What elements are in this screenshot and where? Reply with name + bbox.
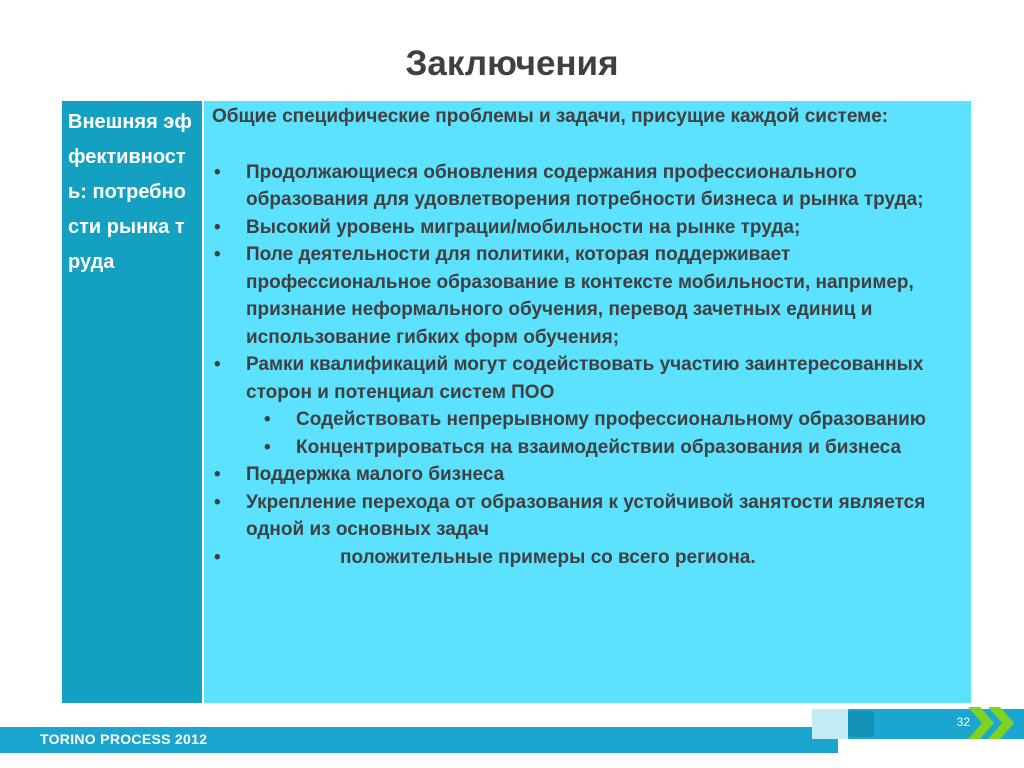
list-item: • Высокий уровень миграции/мобильности на рынке труда; [212, 214, 951, 242]
footer-label: TORINO PROCESS 2012 [40, 731, 208, 747]
list-item-text: Рамки квалификаций могут содействовать участию заинтересованных сторон и потенциал систем ПОО [246, 354, 924, 403]
list-item: • Продолжающиеся обновления содержания профессионального образования для удовлетворения потребности бизнеса и рынка труда; [212, 159, 951, 214]
row-header-cell: Внешняя эффективность: потребности рынка труда [62, 101, 204, 703]
intro-text: Общие специфические проблемы и задачи, присущие каждой системе: [212, 106, 889, 127]
chevron-forward-icon [966, 703, 1022, 743]
list-item [212, 351, 951, 461]
list-item-text: положительные примеры со всего региона. [340, 546, 756, 568]
list-item: • Поле деятельности для политики, которая поддерживает профессиональное образование в контексте мобильности, например, признание неформального обучения, перевод зачетных единиц и использование гибких форм обучения; [212, 241, 951, 351]
content-cell [204, 101, 971, 703]
page-number: 32 [956, 715, 970, 729]
list-item: • Укрепление перехода от образования к устойчивой занятости является одной из основных задач [212, 489, 951, 544]
list-item: • Поддержка малого бизнеса [212, 461, 951, 489]
sub-bullet-list [212, 406, 951, 461]
sub-list-item: • Содействовать непрерывному профессиональному образованию [212, 406, 951, 434]
sub-list-item: • Концентрироваться на взаимодействии образования и бизнеса [212, 434, 951, 462]
bullet-list [212, 159, 951, 572]
content-table [62, 101, 971, 703]
list-item [212, 544, 951, 572]
slide-title: Заключения [405, 44, 619, 83]
